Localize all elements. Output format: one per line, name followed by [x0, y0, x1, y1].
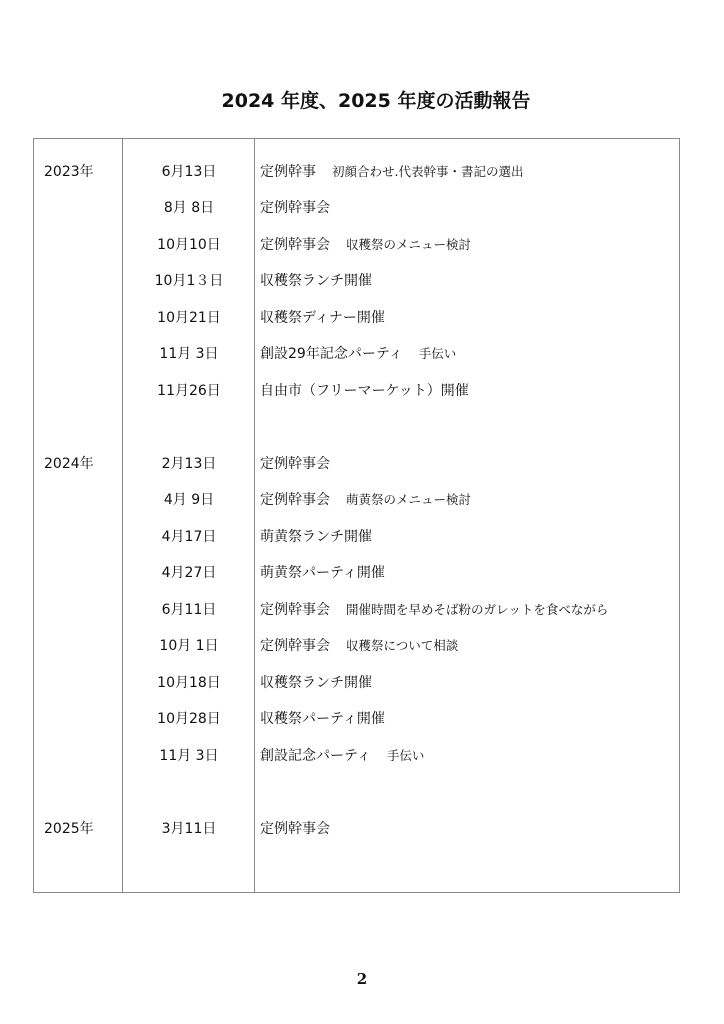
- row-event: 創設29年記念パーティ 手伝い: [260, 346, 457, 362]
- row-date: 11月 3日: [159, 748, 219, 764]
- column-divider: [254, 139, 255, 892]
- row-date: 11月 3日: [159, 346, 219, 362]
- page-number: 2: [356, 970, 368, 988]
- row-event: 萌黄祭パーティ開催: [260, 565, 385, 581]
- row-date: 10月21日: [157, 310, 221, 326]
- year-label: 2025年: [44, 821, 94, 837]
- row-date: 8月 8日: [163, 200, 215, 216]
- row-event: 定例幹事 初顔合わせ.代表幹事・書記の選出: [260, 164, 524, 180]
- activity-table: [33, 138, 680, 893]
- row-date: 6月11日: [161, 602, 217, 618]
- row-date: 10月18日: [157, 675, 221, 691]
- row-event: 収穫祭パーティ開催: [260, 711, 385, 727]
- year-label: 2024年: [44, 456, 94, 472]
- row-event: 定例幹事会 収穫祭のメニュー検討: [260, 237, 472, 253]
- row-date: 10月28日: [157, 711, 221, 727]
- row-date: 4月17日: [161, 529, 217, 545]
- row-event: 定例幹事会: [260, 456, 330, 472]
- row-date: 4月27日: [161, 565, 217, 581]
- row-date: 3月11日: [161, 821, 217, 837]
- row-event: 定例幹事会: [260, 200, 330, 216]
- row-event: 創設記念パーティ 手伝い: [260, 748, 425, 764]
- row-event: 収穫祭ランチ開催: [260, 273, 372, 289]
- year-label: 2023年: [44, 164, 94, 180]
- row-event: 自由市（フリーマーケット）開催: [260, 383, 469, 399]
- row-event: 定例幹事会 開催時間を早めそば粉のガレットを食べながら: [260, 602, 609, 618]
- row-date: 10月1３日: [154, 273, 224, 289]
- row-date: 2月13日: [161, 456, 217, 472]
- row-event: 収穫祭ランチ開催: [260, 675, 372, 691]
- row-event: 定例幹事会 萌黄祭のメニュー検討: [260, 492, 472, 508]
- row-date: 6月13日: [161, 164, 217, 180]
- page-title: 2024 年度、2025 年度の活動報告: [221, 90, 531, 112]
- row-event: 定例幹事会 収穫祭について相談: [260, 638, 459, 654]
- row-date: 11月26日: [157, 383, 221, 399]
- column-divider: [122, 139, 123, 892]
- row-event: 萌黄祭ランチ開催: [260, 529, 372, 545]
- row-event: 定例幹事会: [260, 821, 330, 837]
- row-date: 10月10日: [157, 237, 221, 253]
- row-event: 収穫祭ディナー開催: [260, 310, 385, 326]
- row-date: 4月 9日: [163, 492, 215, 508]
- row-date: 10月 1日: [159, 638, 219, 654]
